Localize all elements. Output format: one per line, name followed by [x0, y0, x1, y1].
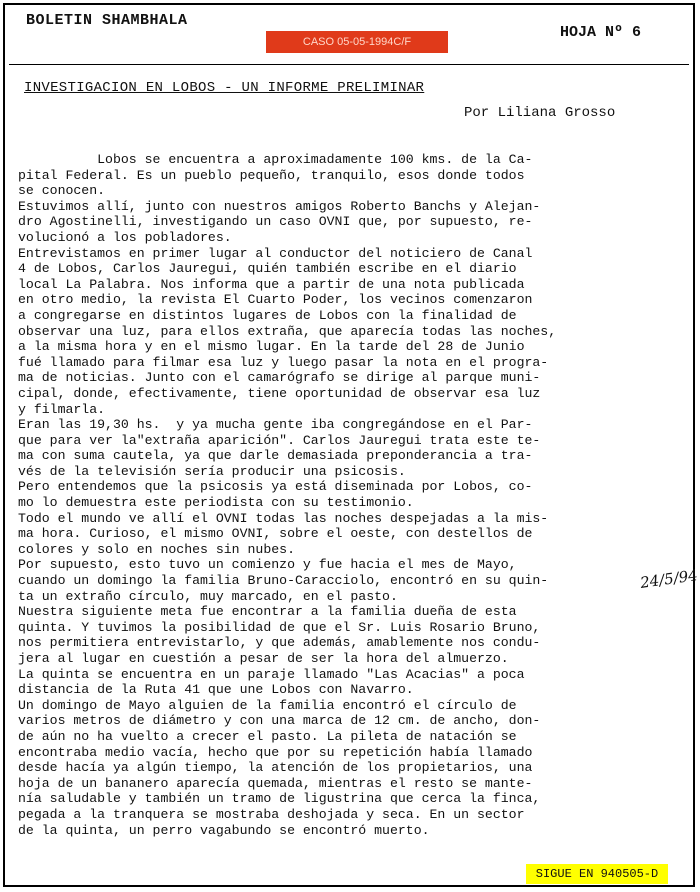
body-line: volucionó a los pobladores. — [18, 229, 232, 245]
body-line: nía saludable y también un tramo de ligustrina que cerca la finca, — [18, 791, 541, 807]
article-byline: Por Liliana Grosso — [464, 105, 616, 121]
body-line: varios metros de diámetro y con una marca de 12 cm. de ancho, don- — [18, 713, 541, 729]
article-body — [18, 152, 678, 838]
body-line: ta un extraño círculo, muy marcado, en el pasto. — [18, 588, 398, 604]
body-line: pegada a la tranquera se mostraba deshojada y seca. En un sector — [18, 806, 525, 822]
body-line: en otro medio, la revista El Cuarto Poder, los vecinos comenzaron — [18, 292, 533, 308]
continue-tag: SIGUE EN 940505-D — [526, 864, 668, 884]
body-line: distancia de la Ruta 41 que une Lobos con Navarro. — [18, 682, 414, 698]
body-line: mo lo demuestra este periodista con su testimonio. — [18, 495, 414, 511]
body-line: que para ver la"extraña aparición". Carlos Jauregui trata este te- — [18, 432, 541, 448]
body-line: a congregarse en distintos lugares de Lobos con la finalidad de — [18, 307, 517, 323]
body-line: Pero entendemos que la psicosis ya está diseminada por Lobos, co- — [18, 479, 533, 495]
body-line: Lobos se encuentra a aproximadamente 100 kms. de la Ca- — [18, 152, 533, 167]
body-line: ma de noticias. Junto con el camarógrafo se dirige al parque muni- — [18, 370, 541, 386]
case-stamp: CASO 05-05-1994C/F — [266, 31, 448, 53]
body-line: Eran las 19,30 hs. y ya mucha gente iba congregándose en el Par- — [18, 417, 533, 433]
body-line: Estuvimos allí, junto con nuestros amigos Roberto Banchs y Alejan- — [18, 198, 541, 214]
body-line: cipal, donde, efectivamente, tiene oportunidad de observar esa luz — [18, 385, 541, 401]
body-line: encontraba medio vacía, hecho que por su repetición había llamado — [18, 744, 533, 760]
body-line: ma hora. Curioso, el mismo OVNI, sobre el oeste, con destellos de — [18, 526, 533, 542]
body-line: de aún no ha vuelto a crecer el pasto. La pileta de natación se — [18, 728, 517, 744]
body-line: Nuestra siguiente meta fue encontrar a la familia dueña de esta — [18, 604, 517, 620]
body-line: observar una luz, para ellos extraña, que aparecía todas las noches, — [18, 323, 557, 339]
body-line: de la quinta, un perro vagabundo se encontró muerto. — [18, 822, 430, 838]
body-line: quinta. Y tuvimos la posibilidad de que el Sr. Luis Rosario Bruno, — [18, 619, 541, 635]
body-line: y filmarla. — [18, 401, 106, 417]
body-line: nos permitiera entrevistarlo, y que además, amablemente nos condu- — [18, 635, 541, 651]
body-line: Todo el mundo ve allí el OVNI todas las noches despejadas a la mis- — [18, 510, 549, 526]
body-line: local La Palabra. Nos informa que a partir de una nota publicada — [18, 276, 525, 292]
body-line: dro Agostinelli, investigando un caso OVNI que, por supuesto, re- — [18, 214, 533, 230]
body-line: Por supuesto, esto tuvo un comienzo y fue hacia el mes de Mayo, — [18, 557, 517, 573]
body-line: Un domingo de Mayo alguien de la familia encontró el círculo de — [18, 697, 517, 713]
body-line: colores y solo en noches sin nubes. — [18, 541, 295, 557]
body-line: hoja de un bananero aparecía quemada, mientras el resto se mante- — [18, 775, 533, 791]
body-line: pital Federal. Es un pueblo pequeño, tranquilo, esos donde todos — [18, 167, 525, 183]
body-line: desde hacía ya algún tiempo, la atención de los propietarios, una — [18, 760, 533, 776]
handwritten-date: 24/5/94 — [639, 566, 699, 592]
header-divider — [9, 64, 689, 65]
bulletin-title: BOLETIN SHAMBHALA — [26, 12, 188, 29]
body-line: Entrevistamos en primer lugar al conductor del noticiero de Canal — [18, 245, 533, 261]
body-line: a la misma hora y en el mismo lugar. En la tarde del 28 de Junio — [18, 339, 525, 355]
sheet-number: HOJA Nº 6 — [560, 24, 642, 41]
body-line: 4 de Lobos, Carlos Jauregui, quién también escribe en el diario — [18, 261, 517, 277]
article-title: INVESTIGACION EN LOBOS - UN INFORME PRELIMINAR — [24, 80, 425, 96]
body-line: vés de la televisión sería producir una psicosis. — [18, 463, 406, 479]
body-line: fué llamado para filmar esa luz y luego pasar la nota en el progra- — [18, 354, 549, 370]
body-line: se conocen. — [18, 183, 106, 199]
body-line: La quinta se encuentra en un paraje llamado "Las Acacias" a poca — [18, 666, 525, 682]
body-line: cuando un domingo la familia Bruno-Caracciolo, encontró en su quin- — [18, 573, 549, 589]
body-line: ma con suma cautela, ya que darle demasiada preponderancia a tra- — [18, 448, 533, 464]
body-line: jera al lugar en cuestión a pesar de ser la hora del almuerzo. — [18, 651, 509, 666]
